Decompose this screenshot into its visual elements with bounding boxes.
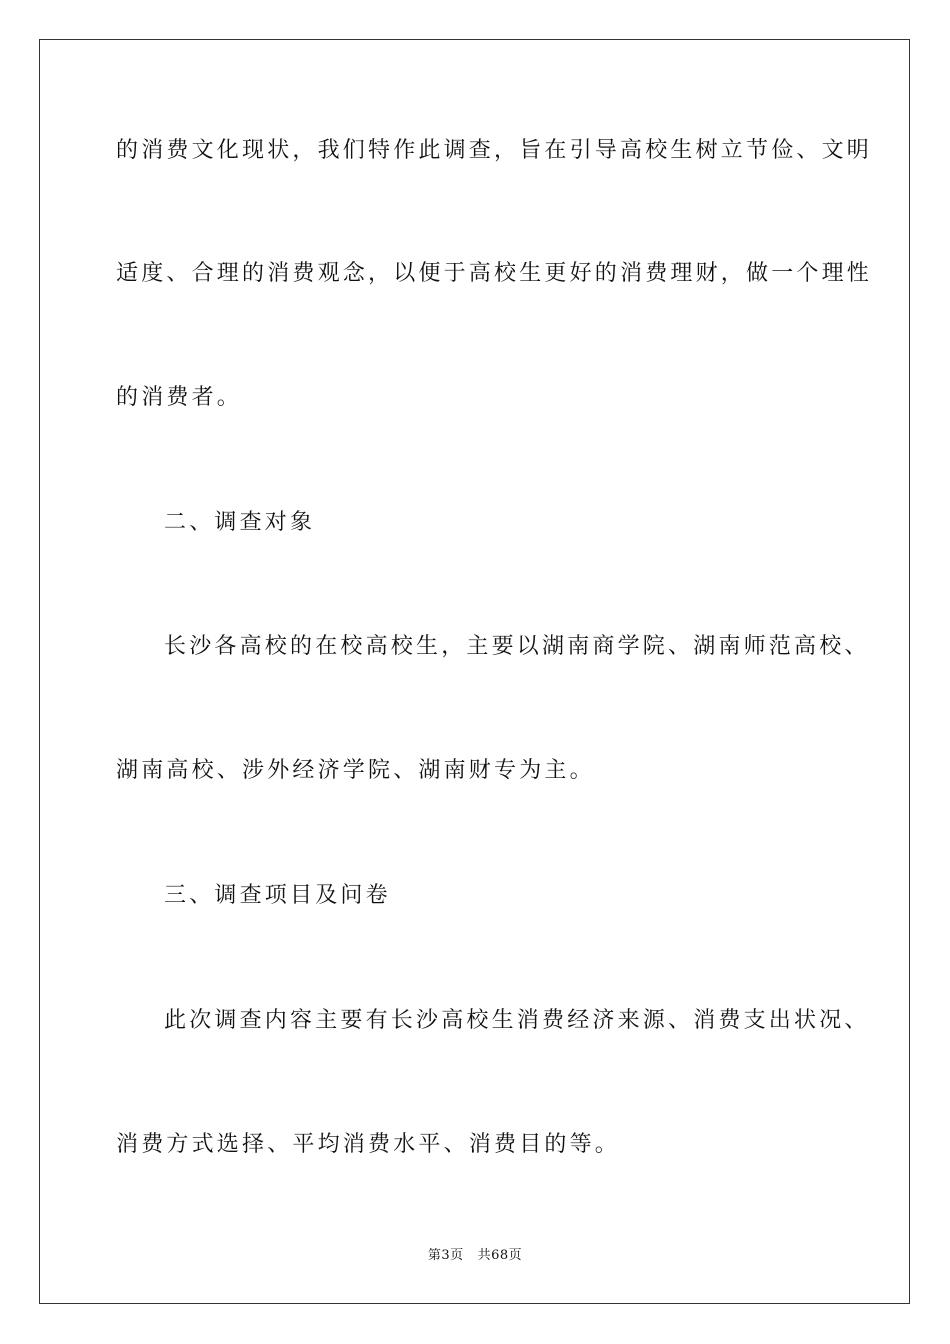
section-heading: 二、调查对象 <box>164 510 316 535</box>
page-frame <box>39 39 910 1304</box>
section-heading: 三、调查项目及问卷 <box>164 883 391 908</box>
paragraph-line: 湖南高校、涉外经济学院、湖南财专为主。 <box>116 758 595 783</box>
paragraph-line: 的消费者。 <box>116 385 243 410</box>
paragraph-line: 的消费文化现状，我们特作此调查，旨在引导高校生树立节俭、文明 <box>116 138 873 163</box>
paragraph-line: 长沙各高校的在校高校生，主要以湖南商学院、湖南师范高校、 <box>164 634 870 659</box>
page-total: 共68页 <box>477 1248 523 1263</box>
paragraph-line: 此次调查内容主要有长沙高校生消费经济来源、消费支出状况、 <box>164 1008 870 1033</box>
paragraph-line: 适度、合理的消费观念，以便于高校生更好的消费理财，做一个理性 <box>116 261 873 286</box>
page-number: 第3页 <box>427 1248 464 1263</box>
page-footer <box>0 1247 950 1265</box>
paragraph-line: 消费方式选择、平均消费水平、消费目的等。 <box>116 1132 621 1157</box>
